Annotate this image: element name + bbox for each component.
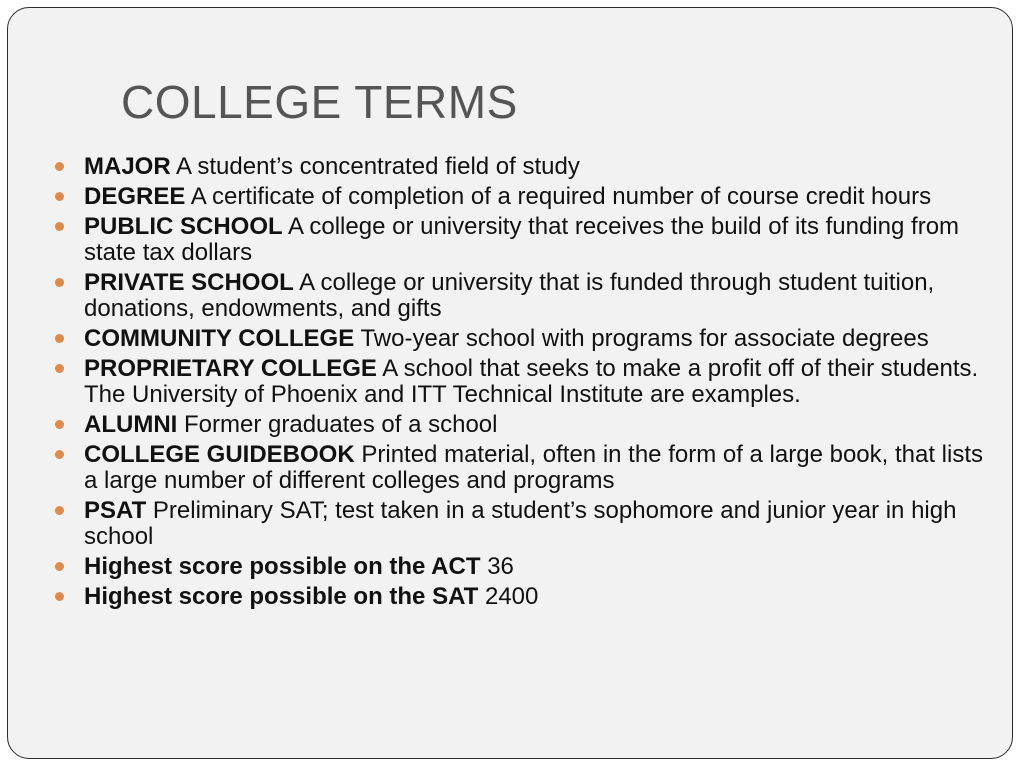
bullet-icon xyxy=(55,222,64,231)
slide-frame xyxy=(7,7,1013,759)
term-item xyxy=(55,214,1000,266)
bullet-icon xyxy=(55,364,64,373)
term-name: Highest score possible on the ACT xyxy=(84,553,481,580)
bullet-icon xyxy=(55,450,64,459)
bullet-icon xyxy=(55,562,64,571)
term-item xyxy=(55,184,1000,210)
bullet-icon xyxy=(55,192,64,201)
term-definition: A college or university that is funded through student tuition, donations, endowments, and gifts xyxy=(84,269,935,322)
term-definition: A student’s concentrated field of study xyxy=(176,153,580,180)
term-item xyxy=(55,584,1000,610)
bullet-icon xyxy=(55,592,64,601)
term-name: COMMUNITY COLLEGE xyxy=(84,325,355,352)
term-name: ALUMNI xyxy=(84,411,178,438)
term-item xyxy=(55,356,1000,408)
term-name: COLLEGE GUIDEBOOK xyxy=(84,441,355,468)
bullet-icon xyxy=(55,162,64,171)
term-item xyxy=(55,154,1000,180)
term-item xyxy=(55,442,1000,494)
term-definition: Former graduates of a school xyxy=(184,411,498,438)
term-item xyxy=(55,554,1000,580)
term-name: Highest score possible on the SAT xyxy=(84,583,479,610)
bullet-icon xyxy=(55,420,64,429)
term-name: PRIVATE SCHOOL xyxy=(84,269,294,296)
bullet-icon xyxy=(55,334,64,343)
term-name: PUBLIC SCHOOL xyxy=(84,213,283,240)
term-definition: A school that seeks to make a profit off of their students. The University of Phoenix and ITT Technical Institute are examples. xyxy=(84,355,979,408)
term-definition: Two-year school with programs for associate degrees xyxy=(360,325,929,352)
bullet-icon xyxy=(55,506,64,515)
bullet-icon xyxy=(55,278,64,287)
term-item xyxy=(55,270,1000,322)
term-definition: 2400 xyxy=(484,583,539,610)
term-item xyxy=(55,326,1000,352)
term-definition: Printed material, often in the form of a large book, that lists a large number of different colleges and programs xyxy=(84,441,984,494)
term-definition: 36 xyxy=(487,553,514,580)
term-definition: A certificate of completion of a required number of course credit hours xyxy=(190,183,932,210)
term-definition: Preliminary SAT; test taken in a student’s sophomore and junior year in high school xyxy=(84,497,957,550)
term-name: PROPRIETARY COLLEGE xyxy=(84,355,377,382)
term-item xyxy=(55,412,1000,438)
terms-list xyxy=(55,154,1000,614)
term-name: PSAT xyxy=(84,497,147,524)
term-definition: A college or university that receives the build of its funding from state tax dollars xyxy=(84,213,960,266)
term-name: DEGREE xyxy=(84,183,186,210)
slide-title: COLLEGE TERMS xyxy=(121,76,518,128)
term-item xyxy=(55,498,1000,550)
term-name: MAJOR xyxy=(84,153,171,180)
